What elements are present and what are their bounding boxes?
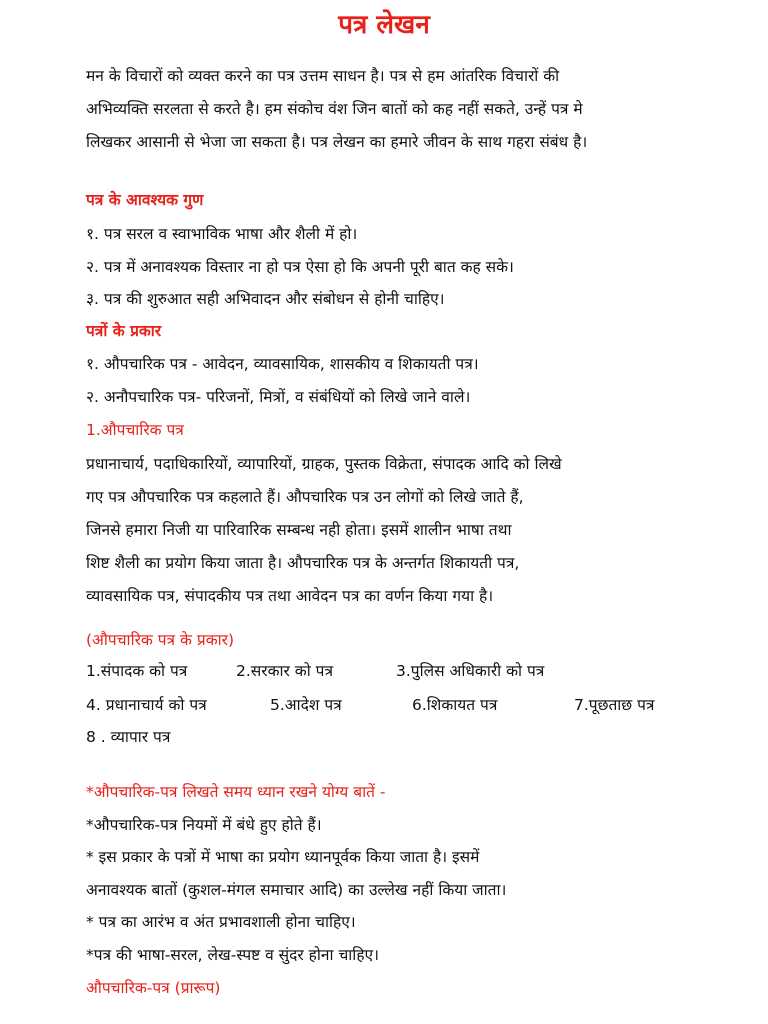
qualities-heading: पत्र के आवश्यक गुण: [86, 191, 204, 209]
tip-line-1: *औपचारिक-पत्र नियमों में बंधे हुए होते हैं।: [86, 816, 322, 834]
tip-line-3: अनावश्यक बातों (कुशल-मंगल समाचार आदि) का उल्लेख नहीं किया जाता।: [86, 881, 507, 899]
formal-para-line-1: प्रधानाचार्य, पदाधिकारियों, व्यापारियों, ग्राहक, पुस्तक विक्रेता, संपादक आदि को लिखे: [86, 455, 562, 473]
formal-para-line-4: शिष्ट शैली का प्रयोग किया जाता है। औपचारिक पत्र के अन्तर्गत शिकायती पत्र,: [86, 554, 520, 572]
quality-item-3: ३. पत्र की शुरुआत सही अभिवादन और संबोधन से होनी चाहिए।: [86, 290, 445, 308]
page-title: पत्र लेखन: [338, 10, 430, 40]
intro-line-3: लिखकर आसानी से भेजा जा सकता है। पत्र लेखन का हमारे जीवन के साथ गहरा संबंध है।: [86, 133, 588, 151]
formal-type-2: 2.सरकार को पत्र: [236, 662, 333, 680]
formal-types-heading: (औपचारिक पत्र के प्रकार): [86, 631, 234, 649]
formal-type-6: 6.शिकायत पत्र: [412, 696, 498, 714]
formal-type-4: 4. प्रधानाचार्य को पत्र: [86, 696, 207, 714]
formal-type-7: 7.पूछताछ पत्र: [574, 696, 655, 714]
intro-line-2: अभिव्यक्ति सरलता से करते है। हम संकोच वंश जिन बातों को कह नहीं सकते, उन्हें पत्र मे: [86, 100, 583, 118]
type-item-2: २. अनौपचारिक पत्र- परिजनों, मित्रों, व संबंधियों को लिखे जाने वाले।: [86, 388, 471, 406]
formal-type-5: 5.आदेश पत्र: [270, 696, 342, 714]
quality-item-1: १. पत्र सरल व स्वाभाविक भाषा और शैली में हो।: [86, 225, 358, 243]
formal-para-line-3: जिनसे हमारा निजी या पारिवारिक सम्बन्ध नही होता। इसमें शालीन भाषा तथा: [86, 521, 512, 539]
formal-heading: 1.औपचारिक पत्र: [86, 421, 184, 439]
formal-type-8: 8 . व्यापार पत्र: [86, 728, 171, 746]
formal-para-line-5: व्यावसायिक पत्र, संपादकीय पत्र तथा आवेदन पत्र का वर्णन किया गया है।: [86, 587, 494, 605]
tip-line-5: *पत्र की भाषा-सरल, लेख-स्पष्ट व सुंदर होना चाहिए।: [86, 946, 379, 964]
formal-para-line-2: गए पत्र औपचारिक पत्र कहलाते हैं। औपचारिक पत्र उन लोगों को लिखे जाते हैं,: [86, 488, 524, 506]
quality-item-2: २. पत्र में अनावश्यक विस्तार ना हो पत्र ऐसा हो कि अपनी पूरी बात कह सके।: [86, 258, 514, 276]
format-heading: औपचारिक-पत्र (प्रारूप): [86, 979, 221, 997]
intro-line-1: मन के विचारों को व्यक्त करने का पत्र उत्तम साधन है। पत्र से हम आंतरिक विचारों की: [86, 67, 560, 85]
tip-line-4: * पत्र का आरंभ व अंत प्रभावशाली होना चाहिए।: [86, 913, 356, 931]
formal-types-row-1: [86, 656, 686, 686]
formal-types-row-3: [86, 722, 686, 752]
formal-types-row-2: [86, 690, 686, 720]
formal-type-1: 1.संपादक को पत्र: [86, 662, 188, 680]
tip-line-2: * इस प्रकार के पत्रों में भाषा का प्रयोग ध्यानपूर्वक किया जाता है। इसमें: [86, 848, 480, 866]
tips-heading: *औपचारिक-पत्र लिखते समय ध्यान रखने योग्य बातें -: [86, 783, 386, 801]
types-heading: पत्रों के प्रकार: [86, 322, 162, 340]
formal-type-3: 3.पुलिस अधिकारी को पत्र: [396, 662, 545, 680]
type-item-1: १. औपचारिक पत्र - आवेदन, व्यावसायिक, शासकीय व शिकायती पत्र।: [86, 355, 479, 373]
